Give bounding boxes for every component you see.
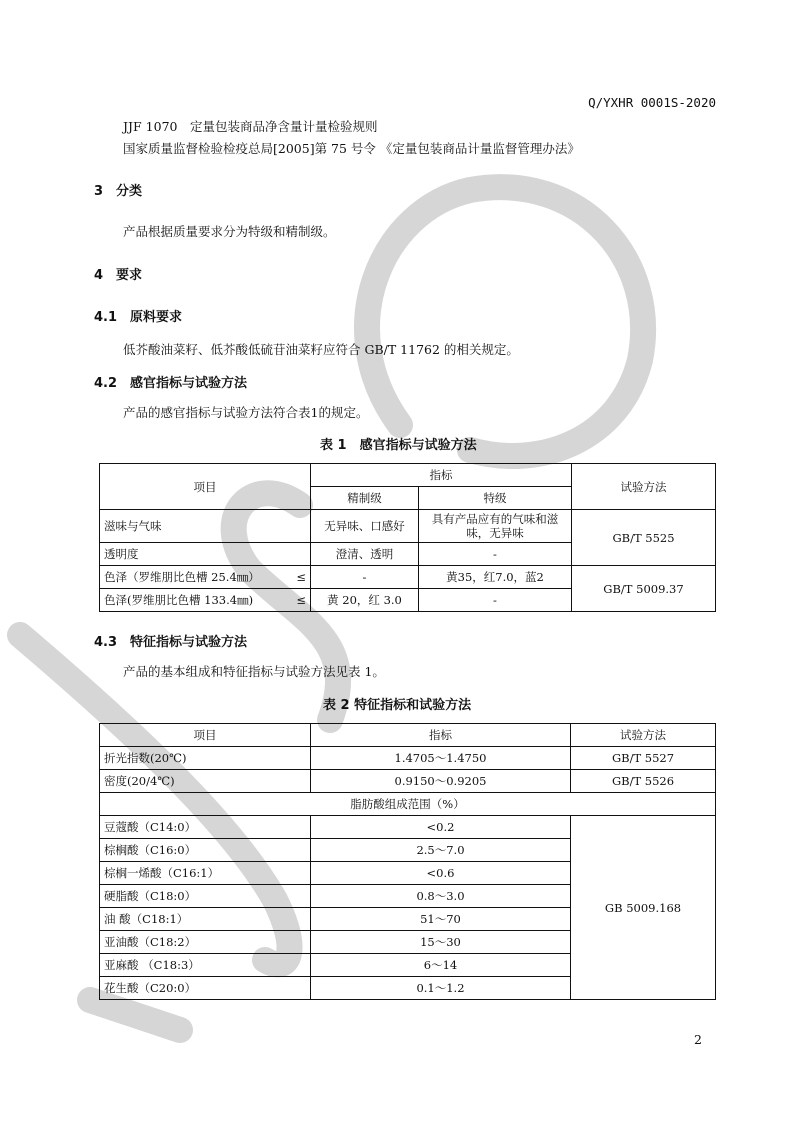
- table-caption: 表 2 特征指标和试验方法: [323, 698, 472, 713]
- section-heading: 4.1 原料要求: [94, 310, 183, 325]
- table-row: 亚油酸（C18:2） 15～30: [100, 931, 716, 954]
- header-cell: 试验方法: [572, 464, 716, 510]
- item-label: 色泽（罗维朋比色槽 25.4㎜）: [104, 570, 260, 584]
- table-row: 折光指数(20℃) 1.4705～1.4750 GB/T 5527: [100, 747, 716, 770]
- header-cell: 精制级: [311, 487, 419, 510]
- table-caption: 表 1 感官指标与试验方法: [320, 438, 477, 453]
- table-row: 透明度 澄清、透明 -: [100, 543, 716, 566]
- paragraph: 产品的基本组成和特征指标与试验方法见表 1。: [123, 664, 385, 679]
- watermark-letter-q: [367, 187, 643, 456]
- le-sign: ≤: [296, 593, 306, 607]
- header-cell: 指标: [311, 464, 572, 487]
- header-cell: 指标: [311, 724, 571, 747]
- table-row: 豆蔻酸（C14:0） <0.2 GB 5009.168: [100, 816, 716, 839]
- header-cell: 项目: [100, 724, 311, 747]
- table-row: 色泽（罗维朋比色槽 25.4㎜） ≤ - 黄35，红7.0，蓝2 GB/T 5009.37: [100, 566, 716, 589]
- header-cell: 试验方法: [571, 724, 716, 747]
- paragraph: 产品根据质量要求分为特级和精制级。: [123, 224, 336, 239]
- reference: 国家质量监督检验检疫总局[2005]第 75 号令 《定量包装商品计量监督管理办法》: [123, 141, 580, 156]
- table-row: 棕榈一烯酸（C16:1） <0.6: [100, 862, 716, 885]
- item-label: 色泽(罗维朋比色槽 133.4㎜): [104, 593, 254, 607]
- le-sign: ≤: [296, 570, 306, 584]
- table-row: 亚麻酸 （C18:3） 6～14: [100, 954, 716, 977]
- section-heading: 3 分类: [94, 184, 143, 199]
- section-heading: 4 要求: [94, 268, 143, 283]
- table-row: 硬脂酸（C18:0） 0.8～3.0: [100, 885, 716, 908]
- page-number: 2: [694, 1032, 702, 1047]
- watermark-letter-b: [90, 1000, 180, 1030]
- table-row: 色泽(罗维朋比色槽 133.4㎜) ≤ 黄 20，红 3.0 -: [100, 589, 716, 612]
- table-row: 滋味与气味 无异味、口感好 具有产品应有的气味和滋味，无异味 GB/T 5525: [100, 510, 716, 543]
- paragraph: 低芥酸油菜籽、低芥酸低硫苷油菜籽应符合 GB/T 11762 的相关规定。: [123, 342, 519, 357]
- sensory-table: [99, 463, 716, 612]
- section-heading: 4.3 特征指标与试验方法: [94, 635, 248, 650]
- section-heading: 4.2 感官指标与试验方法: [94, 376, 248, 391]
- table-subheader: 脂肪酸组成范围（%）: [100, 793, 716, 816]
- reference: JJF 1070 定量包装商品净含量计量检验规则: [123, 119, 378, 134]
- table-row: 花生酸（C20:0） 0.1～1.2: [100, 977, 716, 1000]
- table-row: 油 酸（C18:1） 51～70: [100, 908, 716, 931]
- characteristics-table: [99, 723, 716, 1000]
- header-cell: 特级: [419, 487, 572, 510]
- standard-code: Q/YXHR 0001S-2020: [588, 95, 716, 110]
- header-cell: 项目: [100, 464, 311, 510]
- paragraph: 产品的感官指标与试验方法符合表1的规定。: [123, 405, 369, 420]
- table-row: 棕榈酸（C16:0） 2.5～7.0: [100, 839, 716, 862]
- table-row: 密度(20/4℃) 0.9150～0.9205 GB/T 5526: [100, 770, 716, 793]
